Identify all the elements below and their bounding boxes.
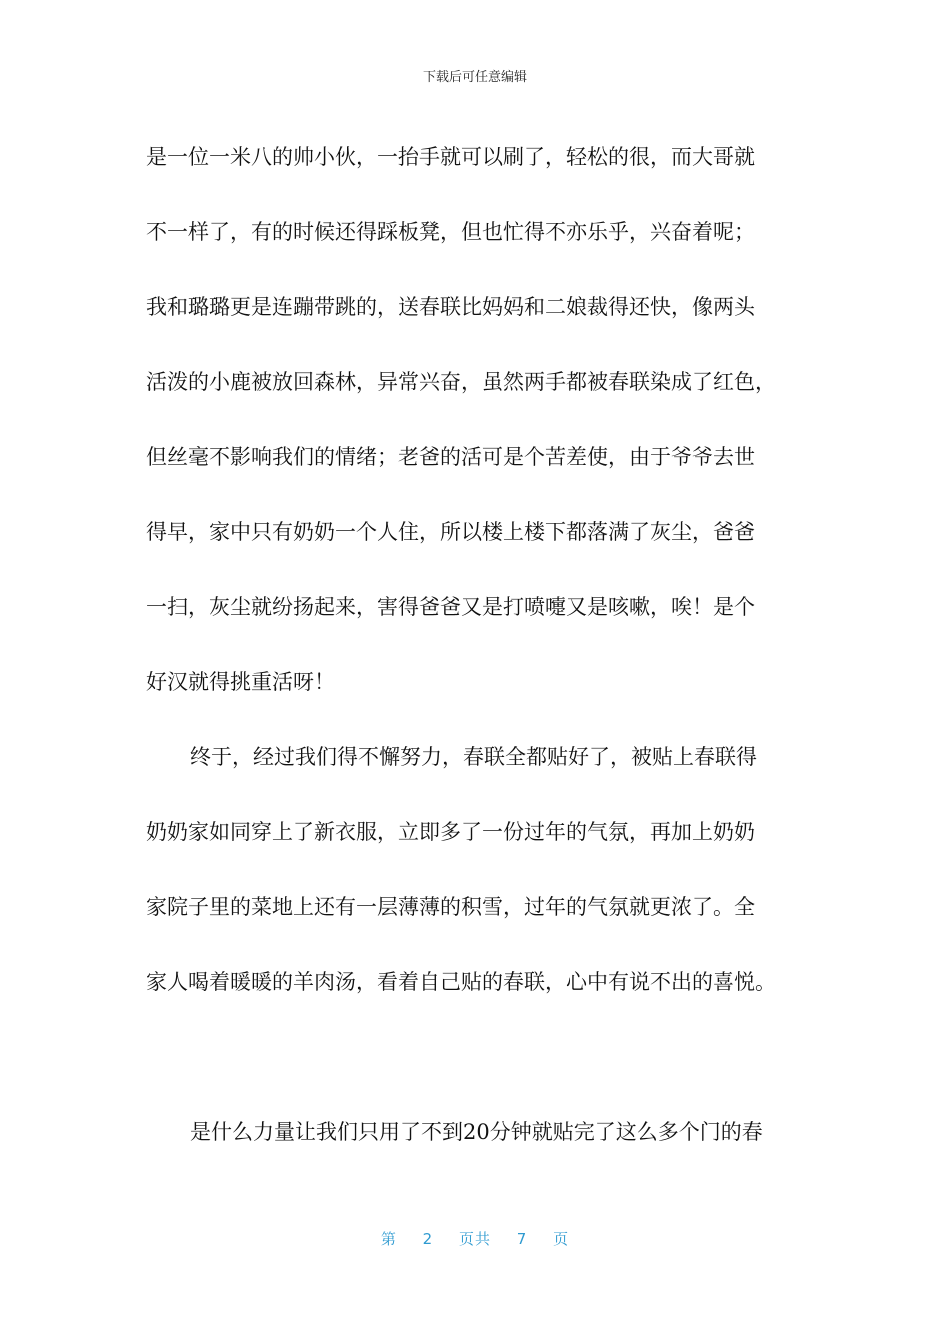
footer-middle: 页共 [458, 1230, 491, 1248]
text-line: 奶奶家如同穿上了新衣服，立即多了一份过年的气氛，再加上奶奶 [146, 820, 755, 844]
text-line: 终于，经过我们得不懈努力，春联全都贴好了，被贴上春联得 [190, 745, 757, 769]
text-line: 家院子里的菜地上还有一层薄薄的积雪，过年的气氛就更浓了。全 [146, 895, 755, 919]
text-line: 好汉就得挑重活呀！ [146, 670, 335, 694]
footer-current-page: 2 [422, 1230, 434, 1248]
text-line: 不一样了，有的时候还得踩板凳，但也忙得不亦乐乎，兴奋着呢； [146, 220, 755, 244]
document-body [146, 120, 806, 1170]
footer-prefix: 第 [380, 1230, 397, 1248]
page-footer [0, 1228, 950, 1249]
paragraph-2 [146, 720, 806, 1020]
paragraph-1 [146, 120, 806, 720]
text-line: 得早，家中只有奶奶一个人住，所以楼上楼下都落满了灰尘，爸爸 [146, 520, 755, 544]
page-header-note: 下载后可任意编辑 [422, 70, 527, 85]
text-line: 但丝毫不影响我们的情绪；老爸的活可是个苦差使，由于爷爷去世 [146, 445, 755, 469]
footer-total-pages: 7 [516, 1230, 528, 1248]
text-line: 活泼的小鹿被放回森林，异常兴奋，虽然两手都被春联染成了红色， [146, 370, 776, 394]
paragraph-3 [146, 1095, 806, 1170]
text-line: 是什么力量让我们只用了不到20分钟就贴完了这么多个门的春 [190, 1120, 763, 1144]
paragraph-gap [146, 1020, 806, 1095]
text-line: 一扫，灰尘就纷扬起来，害得爸爸又是打喷嚏又是咳嗽，唉！是个 [146, 595, 755, 619]
text-line: 家人喝着暖暖的羊肉汤，看着自己贴的春联，心中有说不出的喜悦。 [146, 970, 776, 994]
footer-suffix: 页 [553, 1230, 570, 1248]
text-line: 是一位一米八的帅小伙，一抬手就可以刷了，轻松的很，而大哥就 [146, 145, 755, 169]
text-line: 我和璐璐更是连蹦带跳的，送春联比妈妈和二娘裁得还快，像两头 [146, 295, 755, 319]
